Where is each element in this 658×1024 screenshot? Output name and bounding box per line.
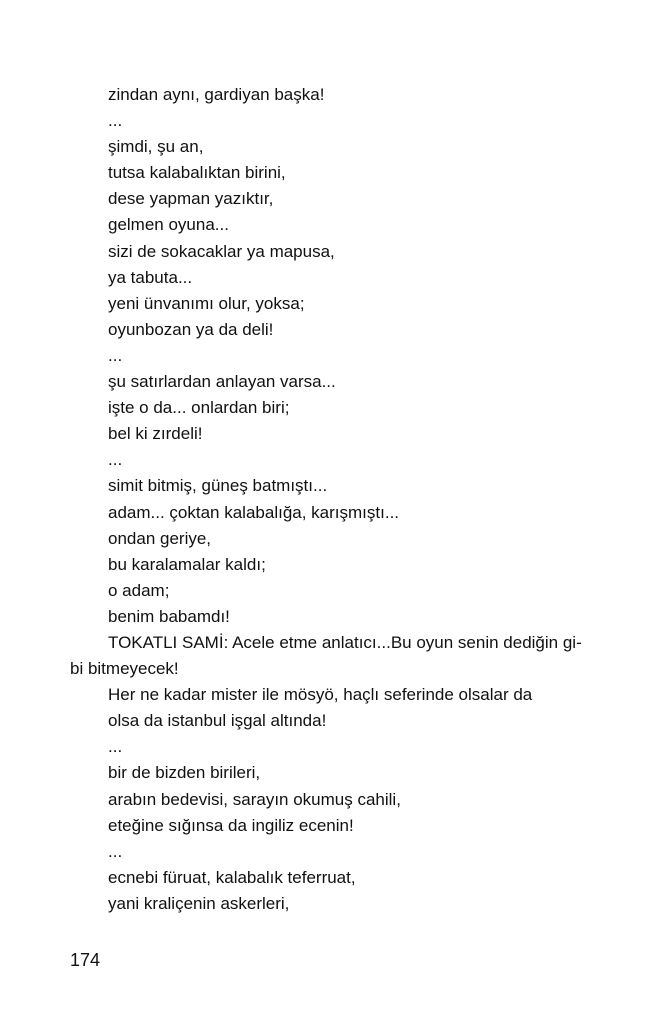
text-line: sizi de sokacaklar ya mapusa, (108, 241, 335, 261)
text-line: ya tabuta... (108, 267, 193, 287)
text-line: bir de bizden birileri, (108, 763, 261, 783)
poem-text (70, 82, 590, 917)
text-line: bu karalamalar kaldı; (108, 554, 266, 574)
text-line: işte o da... onlardan biri; (108, 398, 290, 418)
text-line: yani kraliçenin askerleri, (108, 893, 290, 913)
text-line: ... (108, 111, 123, 131)
text-line: bel ki zırdeli! (108, 424, 203, 444)
text-line: benim babamdı! (108, 606, 230, 626)
speaker-line-continued: bi bitmeyecek! (70, 659, 179, 679)
text-line: eteğine sığınsa da ingiliz ecenin! (108, 815, 354, 835)
text-line: adam... çoktan kalabalığa, karışmıştı... (108, 502, 400, 522)
text-line: oyunbozan ya da deli! (108, 319, 274, 339)
text-line: Her ne kadar mister ile mösyö, haçlı seferinde olsalar da (108, 685, 533, 705)
text-line: şu satırlardan anlayan varsa... (108, 372, 336, 392)
text-line: dese yapman yazıktır, (108, 189, 274, 209)
speaker-line: TOKATLI SAMİ: Acele etme anlatıcı...Bu oyun senin dediğin gi- (108, 632, 582, 652)
text-line: ... (108, 345, 123, 365)
text-line: olsa da istanbul işgal altında! (108, 711, 327, 731)
page-number: 174 (70, 950, 101, 970)
text-line: zindan aynı, gardiyan başka! (108, 85, 325, 104)
text-line: ondan geriye, (108, 528, 212, 548)
text-line: tutsa kalabalıktan birini, (108, 163, 286, 183)
text-line: ... (108, 737, 123, 757)
text-line: gelmen oyuna... (108, 215, 229, 235)
text-line: yeni ünvanımı olur, yoksa; (108, 293, 305, 313)
text-line: arabın bedevisi, sarayın okumuş cahili, (108, 789, 401, 809)
text-line: şimdi, şu an, (108, 137, 204, 157)
text-line: ecnebi füruat, kalabalık teferruat, (108, 867, 356, 887)
text-line: simit bitmiş, güneş batmıştı... (108, 476, 328, 496)
text-line: ... (108, 450, 123, 470)
text-line: ... (108, 841, 123, 861)
text-line: o adam; (108, 580, 170, 600)
